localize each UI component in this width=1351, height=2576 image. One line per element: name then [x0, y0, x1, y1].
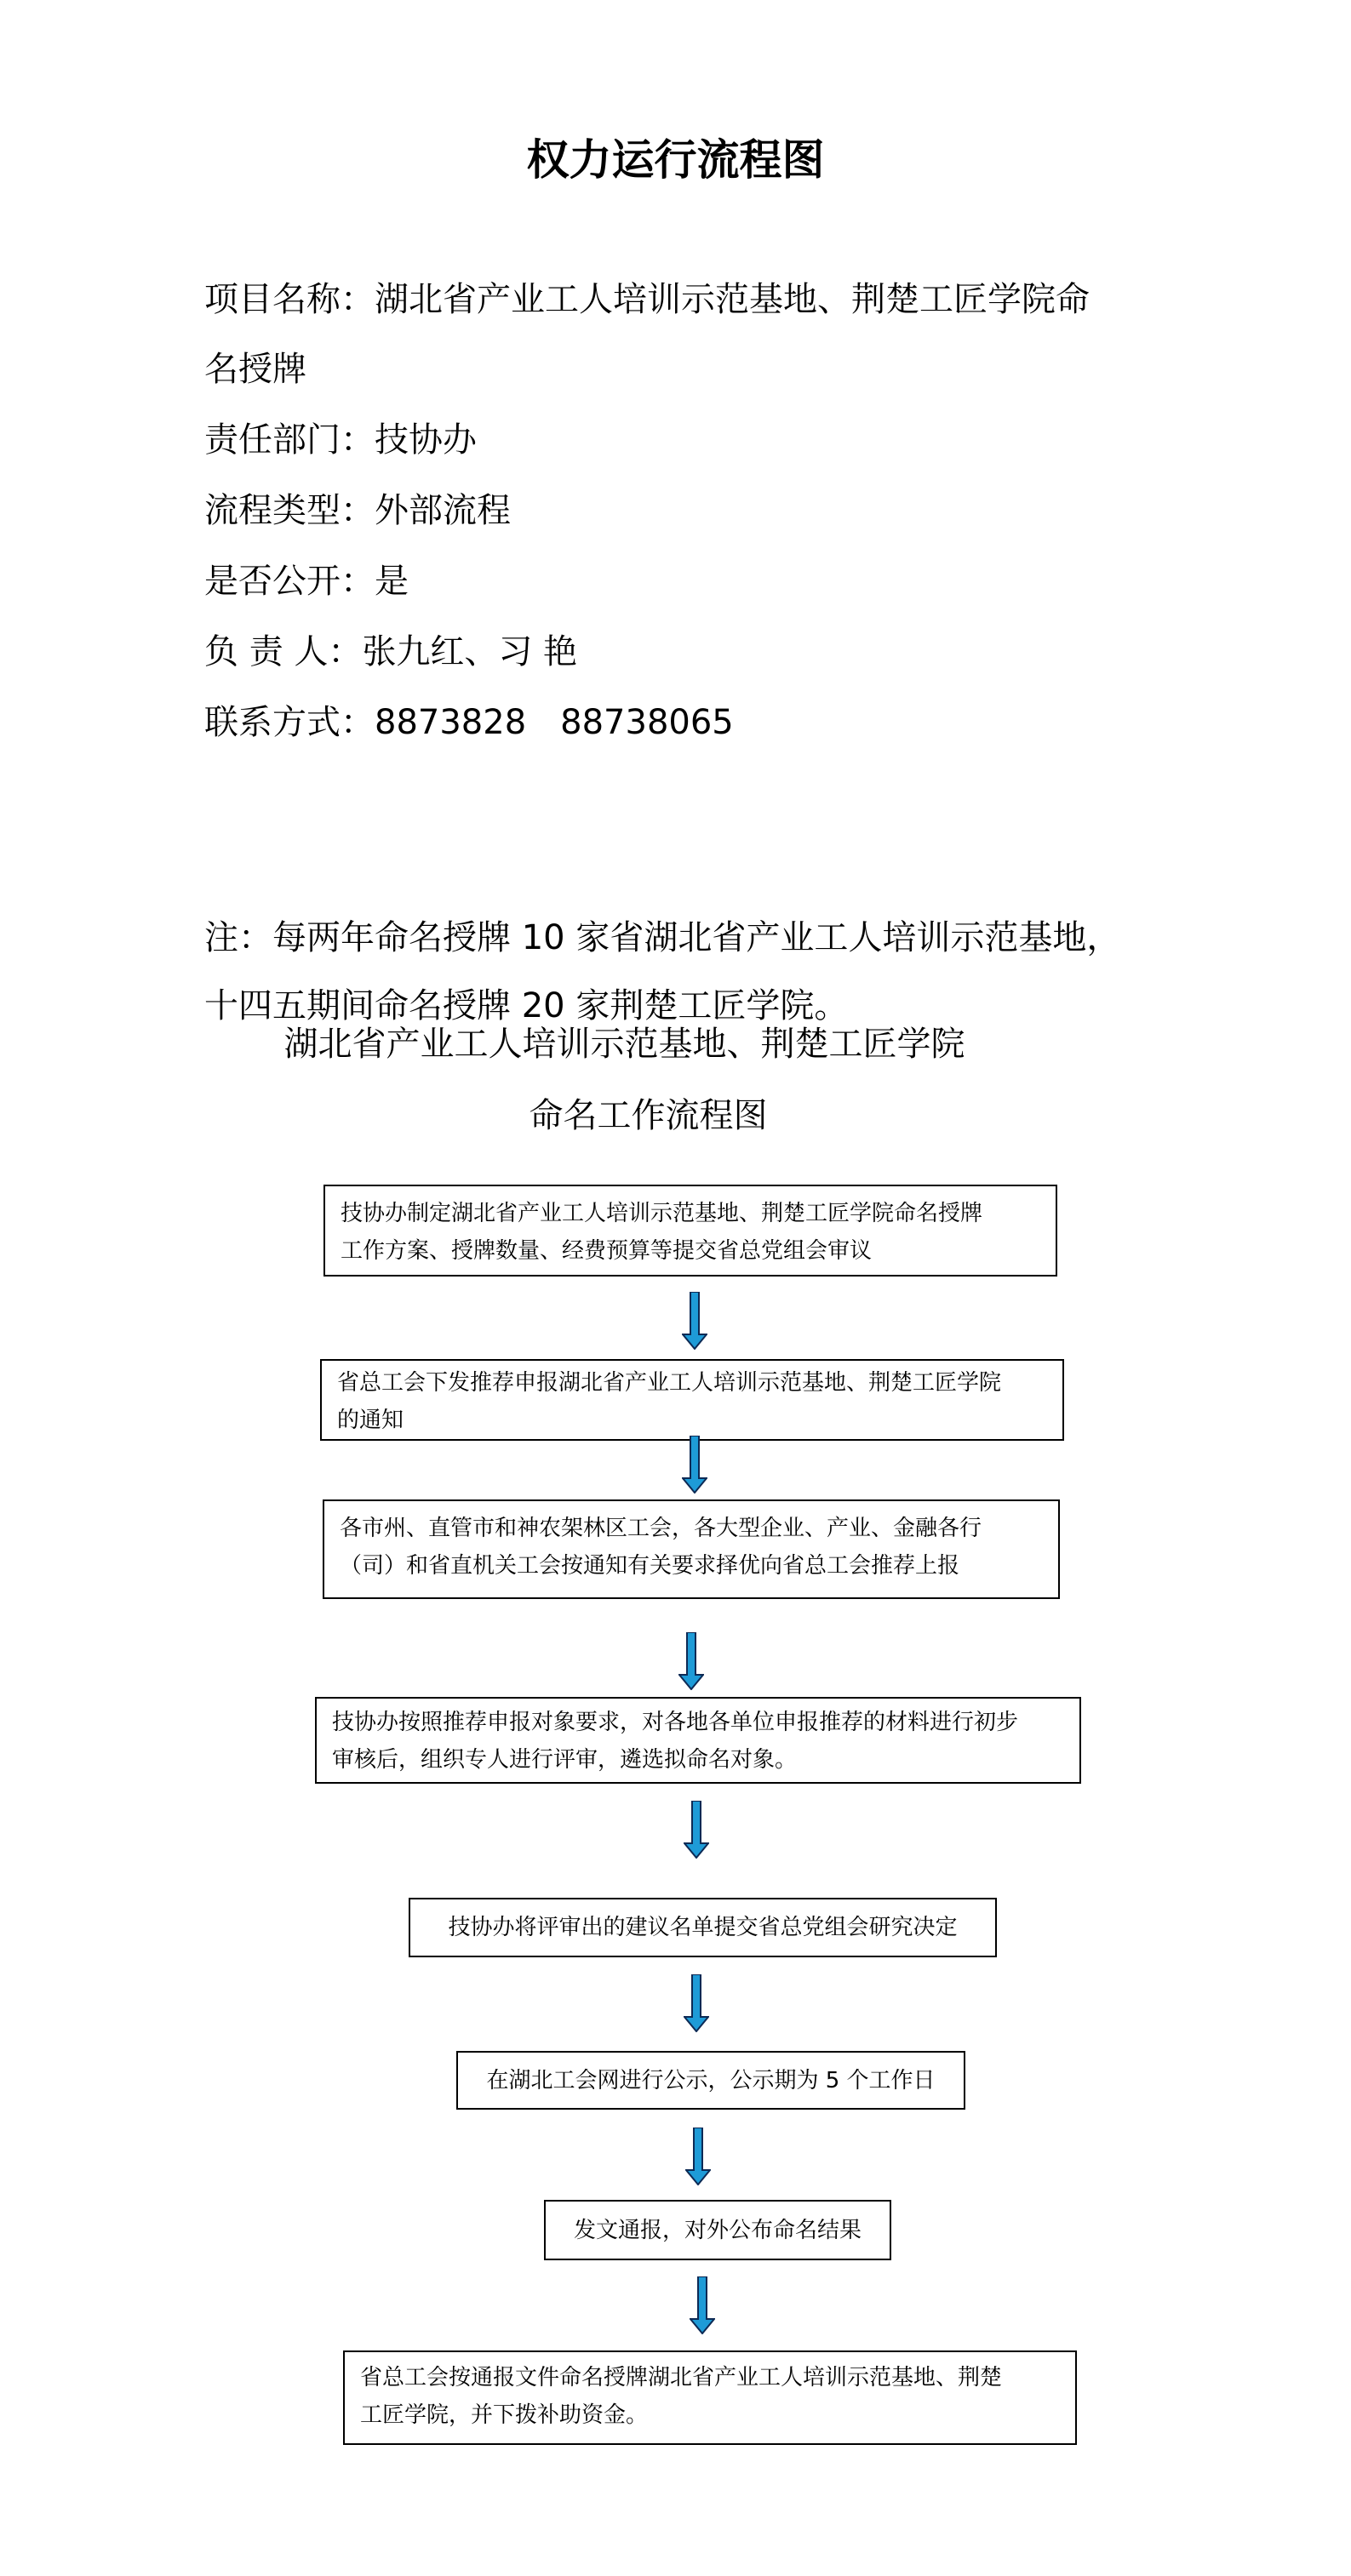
note-line-2: 十四五期间命名授牌 20 家荆楚工匠学院。 [204, 986, 849, 1025]
step-text-line: 审核后，组织专人进行评审，遴选拟命名对象。 [332, 1747, 798, 1773]
info-value: 外部流程 [375, 491, 511, 530]
info-value: 是 [375, 562, 409, 601]
down-arrow-icon [684, 1801, 709, 1859]
flow-step-8 [343, 2350, 1077, 2445]
step-text-line: 技协办制定湖北省产业工人培训示范基地、荆楚工匠学院命名授牌 [341, 1201, 983, 1226]
info-row-department [204, 417, 477, 463]
step-text-line: 省总工会按通报文件命名授牌湖北省产业工人培训示范基地、荆楚 [360, 2365, 1003, 2390]
down-arrow-icon [682, 1292, 707, 1350]
info-value: 湖北省产业工人培训示范基地、荆楚工匠学院命 [375, 280, 1090, 319]
info-value: 技协办 [375, 420, 477, 460]
step-text-line: 在湖北工会网进行公示，公示期为 5 个工作日 [486, 2067, 936, 2093]
step-text-line: 发文通报，对外公布命名结果 [573, 2217, 862, 2243]
info-row-project-cont [204, 346, 306, 392]
info-label: 负 责 人： [204, 632, 363, 671]
page-title: 权力运行流程图 [526, 134, 825, 185]
down-arrow-icon [684, 1974, 709, 2032]
info-row-responsible [204, 629, 577, 675]
down-arrow-icon [678, 1632, 704, 1690]
info-row-project [204, 277, 1090, 323]
flow-step-2 [320, 1359, 1064, 1441]
info-label: 流程类型： [204, 491, 375, 530]
step-text-line: 技协办将评审出的建议名单提交省总党组会研究决定 [448, 1915, 958, 1940]
step-text-line: （司）和省直机关工会按通知有关要求择优向省总工会推荐上报 [340, 1553, 960, 1579]
info-label: 责任部门： [204, 420, 375, 460]
step-text-line: 各市州、直管市和神农架林区工会，各大型企业、产业、金融各行 [340, 1516, 982, 1541]
flow-title-line-1: 湖北省产业工人培训示范基地、荆楚工匠学院 [283, 1025, 965, 1064]
flow-title-line-2: 命名工作流程图 [529, 1096, 768, 1135]
step-text-line: 技协办按照推荐申报对象要求，对各地各单位申报推荐的材料进行初步 [332, 1710, 1019, 1735]
flow-step-6 [456, 2051, 965, 2110]
info-label: 联系方式： [204, 703, 375, 742]
info-row-public [204, 558, 409, 604]
down-arrow-icon [682, 1436, 707, 1494]
note-line-1: 注：每两年命名授牌 10 家省湖北省产业工人培训示范基地， [204, 918, 1121, 957]
info-row-process-type [204, 488, 511, 534]
flow-step-1 [323, 1185, 1057, 1277]
flow-step-7 [544, 2200, 891, 2260]
info-value: 张九红、习 艳 [362, 632, 578, 671]
flow-step-4 [315, 1697, 1081, 1784]
step-text-line: 工匠学院，并下拨补助资金。 [360, 2402, 649, 2428]
down-arrow-icon [690, 2276, 715, 2334]
down-arrow-icon [685, 2128, 711, 2185]
info-row-contact [204, 700, 734, 745]
step-text-line: 工作方案、授牌数量、经费预算等提交省总党组会审议 [341, 1238, 873, 1264]
flow-step-3 [323, 1499, 1060, 1599]
step-text-line: 省总工会下发推荐申报湖北省产业工人培训示范基地、荆楚工匠学院 [337, 1370, 1002, 1396]
flow-step-5 [409, 1898, 997, 1957]
step-text-line: 的通知 [337, 1408, 404, 1433]
info-label: 是否公开： [204, 562, 375, 601]
info-value: 名授牌 [204, 350, 306, 389]
info-label: 项目名称： [204, 280, 375, 319]
info-value: 8873828 88738065 [375, 703, 734, 742]
